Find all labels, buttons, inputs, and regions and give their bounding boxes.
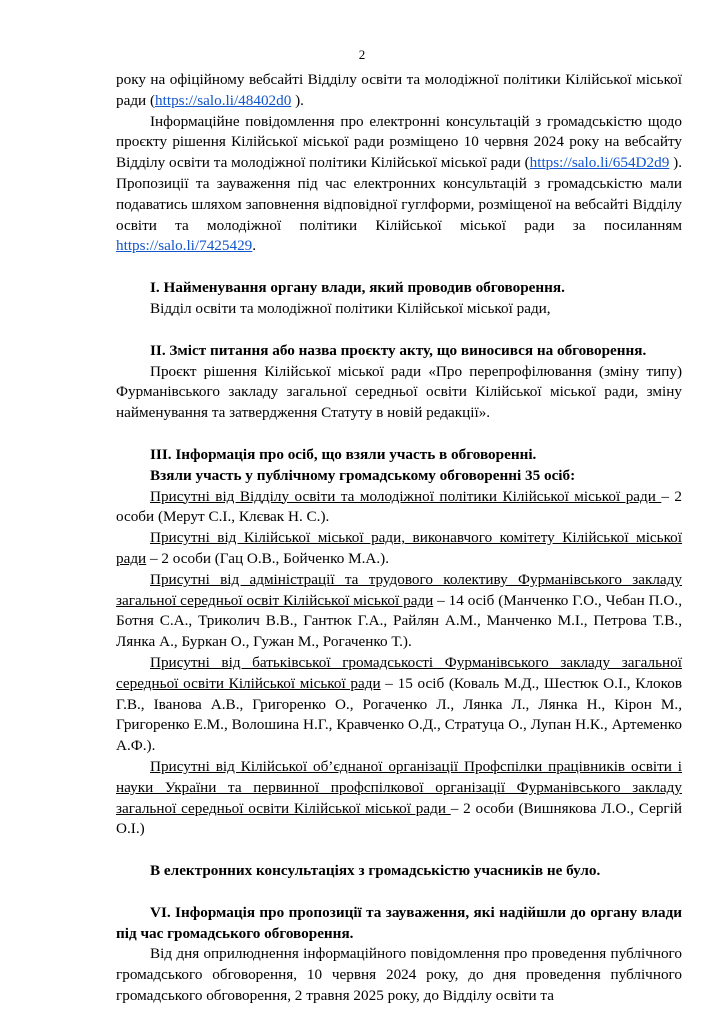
participant-group-label: Присутні від адміністрації та трудового колективу Фурманівського закладу загальної середньої освіт Кілійської міської ради: [116, 570, 682, 609]
intro-p2-end: .: [252, 237, 257, 255]
e-consultation-note: В електронних консультаціях з громадськістю учасників не було.: [150, 862, 601, 880]
participant-group-details: – 15 осіб (Коваль М.Д., Шестюк О.І., Клоков Г.В., Іванова А.В., Григоренко О., Рогаченко Л., Лянка Л., Лянка Н., Кірон М., Григоренко Е.М., Волошина Н.Г., Кравченко О.Д., Стратуца О., Лупан Н.К., Артеменко А.Ф.).: [116, 674, 682, 755]
participant-group: [116, 528, 682, 570]
participant-group-label: Присутні від Відділу освіти та молодіжної політики Кілійської міської ради: [150, 487, 662, 505]
link-7425429[interactable]: https://salo.li/7425429: [116, 237, 253, 255]
document-body: [116, 70, 682, 1007]
participant-group-details: – 2 особи (Мерут С.І., Клєвак Н. С.).: [116, 487, 682, 526]
page-number: 2: [358, 47, 366, 62]
link-48402d0[interactable]: https://salo.li/48402d0: [155, 91, 292, 109]
participant-group-details: – 14 осіб (Манченко Г.О., Чебан П.О., Ботня С.А., Триколич В.В., Гантюк Г.А., Райлян А.М., Манченко М.І., Петрова Т.В., Лянка А., Буркан О., Гужан М., Рогаченко Т.).: [116, 591, 682, 651]
section-2-body: Проєкт рішення Кілійської міської ради «Про перепрофілювання (зміну типу) Фурманівського закладу загальної середньої освіти Кілійської міської ради, зміну найменування та затвердження Статуту в новій редакції».: [116, 362, 682, 422]
intro-p1-end: ).: [291, 91, 304, 109]
intro-p2-text: Інформаційне повідомлення про електронні консультацій з громадськістю щодо проєкту рішення Кілійської міської ради розміщено 10 червня 2024 року на вебсайту Відділу освіти та молодіжної політики Кілійської міської ради (: [116, 112, 682, 172]
participant-group: [116, 757, 682, 840]
section-1-body: Відділ освіти та молодіжної політики Кілійської міської ради,: [150, 299, 551, 317]
participant-group-label: Присутні від батьківської громадськості Фурманівського закладу загальної середньої освіти Кілійської міської ради: [116, 653, 682, 692]
participant-group-label: Присутні від Кілійської об’єднаної організації Профспілки працівників освіти і науки України та первинної профспілкової організації Фурманівського закладу загальної середньої освіти Кілійської міської ради: [116, 757, 682, 817]
section-3-subheading: Взяли участь у публічному громадському обговоренні 35 осіб:: [150, 466, 576, 484]
intro-p2-mid: ). Пропозиції та зауваження під час електронних консультацій з громадськістю мали подаватись шляхом заповнення відповідної гуглформи, розміщеної на вебсайті Відділу освіти та молодіжної політики Кілійської міської ради за посиланням: [116, 154, 682, 234]
intro-paragraph-1: [116, 70, 682, 112]
section-1-heading: І. Найменування органу влади, який проводив обговорення.: [150, 279, 565, 297]
section-2-heading: ІІ. Зміст питання або назва проєкту акту, що виносився на обговорення.: [150, 341, 647, 359]
section-6-body: Від дня оприлюднення інформаційного повідомлення про проведення публічного громадського обговорення, 10 червня 2024 року, до дня проведення публічного громадського обговорення, 2 травня 2025 року, до Відділу освіти та: [116, 945, 682, 1005]
intro-paragraph-2: [116, 112, 682, 258]
participant-group: [116, 487, 682, 529]
intro-p1-text: року на офіційному вебсайті Відділу освіти та молодіжної політики Кілійської міської ради (: [116, 71, 682, 109]
section-3-heading: ІІІ. Інформація про осіб, що взяли участь в обговоренні.: [150, 445, 537, 463]
participant-group: [116, 570, 682, 653]
section-6-heading: VІ. Інформація про пропозиції та зауваження, які надійшли до органу влади під час громадського обговорення.: [116, 903, 682, 942]
participant-group-label: Присутні від Кілійської міської ради, виконавчого комітету Кілійської міської ради: [116, 529, 682, 567]
participant-group-details: – 2 особи (Вишнякова Л.О., Сергій О.І.): [116, 799, 682, 838]
link-654d2d9[interactable]: https://salo.li/654D2d9: [529, 154, 670, 172]
participant-group-details: – 2 особи (Гац О.В., Бойченко М.А.).: [146, 549, 390, 567]
participant-group: [116, 653, 682, 757]
